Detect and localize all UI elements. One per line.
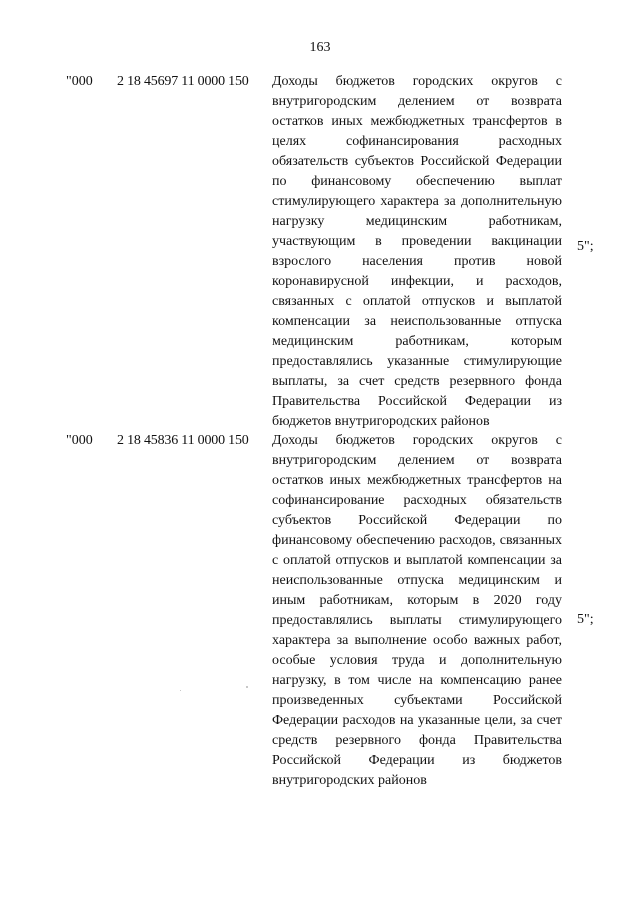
income-description: Доходы бюджетов городских округов с внутригородским делением от возврата остатков иных межбюджетных трансфертов на софинансирование расходных обязательств субъектов Российской Федерации по финансовому обеспечению расходов, связанных с оплатой отпусков и выплатой компенсации за неиспользованные отпуска медицинским и иным работникам, которым в 2020 году предоставлялись выплаты стимулирующего характера за выполнение особо важных работ, особые условия труда и дополнительную нагрузку, в том числе на компенсацию ранее произведенных субъектами Российской Федерации расходов на указанные цели, за счет средств резервного фонда Правительства Российской Федерации из бюджетов внутригородских районов <box>272 433 562 788</box>
scan-speck <box>180 690 181 691</box>
budget-classification-code: 2 18 45836 11 0000 150 <box>117 433 249 448</box>
admin-code: "000 <box>66 74 93 89</box>
scan-speck <box>246 686 248 688</box>
page-number: 163 <box>309 40 331 55</box>
norm-value: 5"; <box>577 612 594 627</box>
income-description: Доходы бюджетов городских округов с внутригородским делением от возврата остатков иных межбюджетных трансфертов в целях софинансирования расходных обязательств субъектов Российской Федерации по финансовому обеспечению выплат стимулирующего характера за дополнительную нагрузку медицинским работникам, участвующим в проведении вакцинации взрослого населения против новой коронавирусной инфекции, и расходов, связанных с оплатой отпусков и выплатой компенсации за неиспользованные отпуска медицинским работникам, которым предоставлялись указанные стимулирующие выплаты, за счет средств резервного фонда Правительства Российской Федерации из бюджетов внутригородских районов <box>272 74 562 429</box>
norm-value: 5"; <box>577 239 594 254</box>
budget-classification-code: 2 18 45697 11 0000 150 <box>117 74 249 89</box>
admin-code: "000 <box>66 433 93 448</box>
